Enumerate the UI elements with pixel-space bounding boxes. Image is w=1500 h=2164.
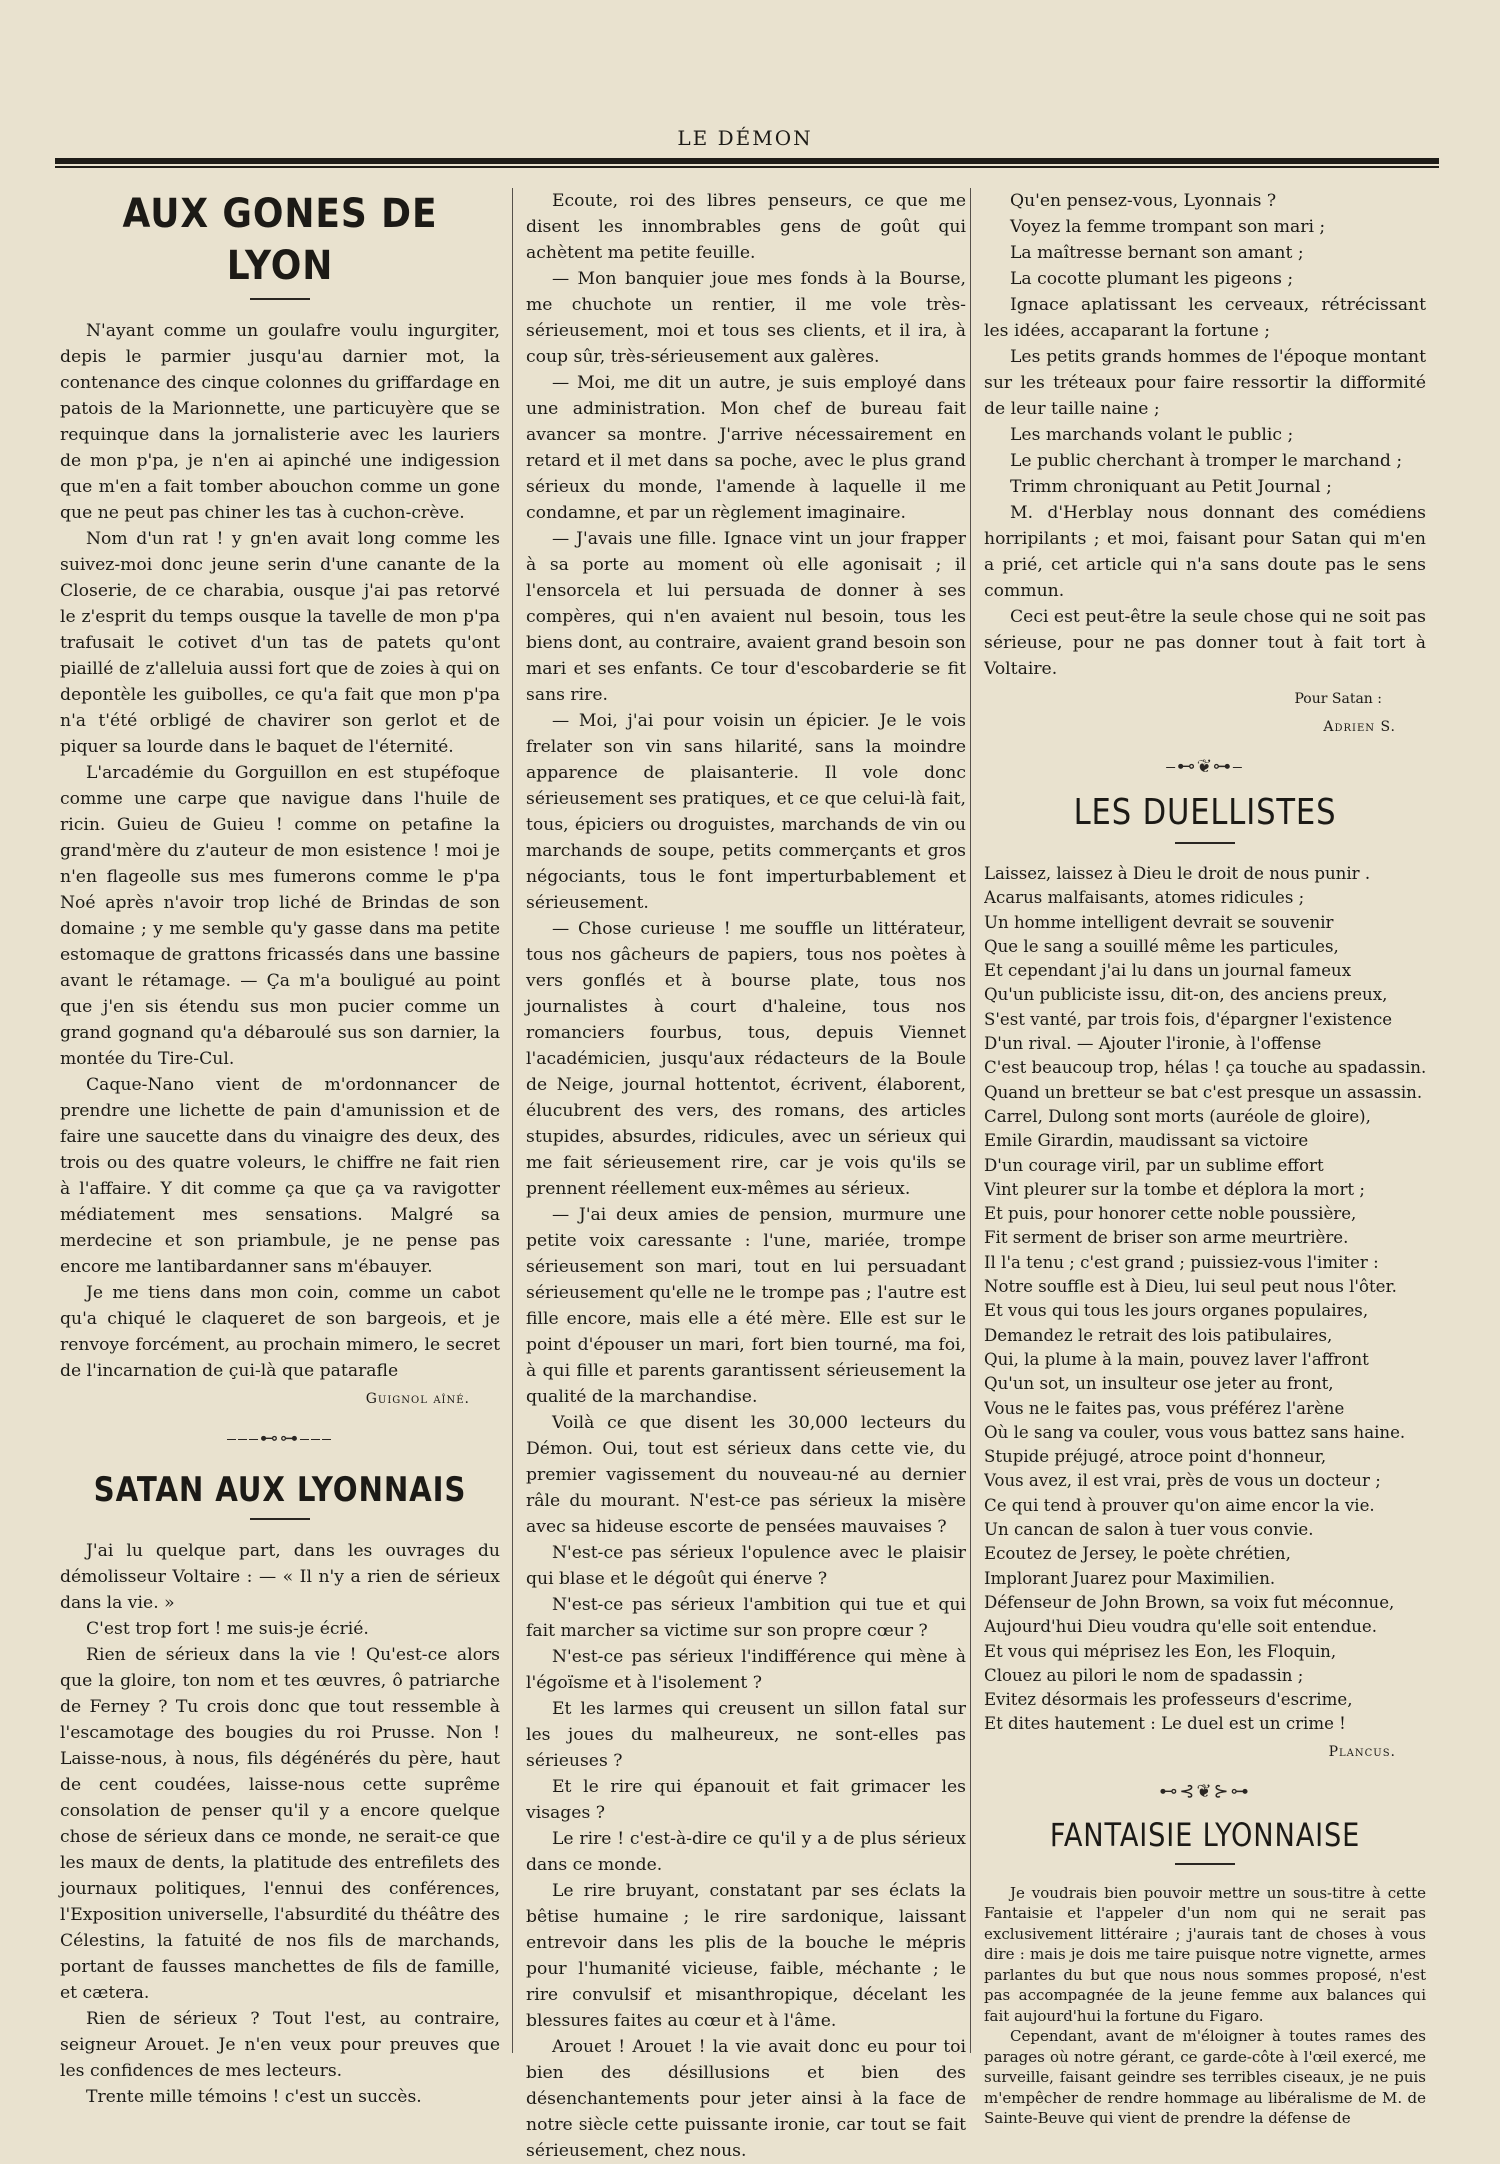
poem-line: Et vous qui méprisez les Eon, les Floquin, [984, 1641, 1337, 1661]
poem-line: Qui, la plume à la main, pouvez laver l'affront [984, 1349, 1369, 1369]
poem-line: Qu'un publiciste issu, dit-on, des anciens preux, [984, 985, 1388, 1005]
poem-line: S'est vanté, par trois fois, d'épargner l'existence [984, 1009, 1393, 1029]
poem-line: Qu'un sot, un insulteur ose jeter au front, [984, 1374, 1334, 1394]
paragraph: Le rire ! c'est-à-dire ce qu'il y a de plus sérieux dans ce monde. [526, 1829, 966, 1875]
paragraph: Nom d'un rat ! y gn'en avait long comme les suivez-moi donc jeune serin d'une canante de la Closerie, de ce charabia, ousque j'ai pas retorvé le z'esprit du temps ousque la tavelle de mon p'pa trafusait le cotivet d'un tas de patets qu'ont piaillé de z'alleluia aussi fort que de zoies à qui on depontèle les guibolles, ce qu'a fait que mon p'pa n'a t'été orbligé de chavirer son gerlot et de piquer sa lourde dans le baquet de l'éternité. [60, 529, 500, 757]
poem-line: Stupide préjugé, atroce point d'honneur, [984, 1447, 1327, 1467]
paragraph: Rien de sérieux ? Tout l'est, au contraire, seigneur Arouet. Je n'en veux pour preuves que les confidences de mes lecteurs. [60, 2009, 500, 2081]
poem-line: Et dites hautement : Le duel est un crime ! [984, 1714, 1346, 1734]
poem-line: Implorant Juarez pour Maximilien. [984, 1568, 1276, 1588]
column-1 [60, 188, 500, 2110]
ornament-divider: ⎯⎯⎯⊷⊶⎯⎯⎯ [227, 1428, 333, 1449]
paragraph: Rien de sérieux dans la vie ! Qu'est-ce alors que la gloire, ton nom et tes œuvres, ô patriarche de Ferney ? Tu crois donc que tout ressemble à l'escamotage des bougies du roi Prusse. Non ! Laisse-nous, à nous, fils dégénérés du père, haut de cent coudées, laisse-nous cette suprême consolation de penser qu'il y a encore quelque chose de sérieux dans ce monde, ne serait-ce que les maux de dents, la platitude des entrefilets des journaux politiques, l'ennui des conférences, l'Exposition universelle, l'absurdité du théâtre des Célestins, la fatuité de nos fils de marchands, portant de fausses manchettes de fils de famille, et cætera. [60, 1645, 500, 2003]
column-3 [984, 188, 1426, 2129]
paragraph: Les petits grands hommes de l'époque montant sur les tréteaux pour faire ressortir la difformité de leur taille naine ; [984, 347, 1426, 419]
signature-prefix: Pour Satan : [1294, 691, 1382, 707]
title-rule [250, 298, 310, 300]
title-rule [1175, 842, 1235, 844]
paragraph: Trente mille témoins ! c'est un succès. [86, 2087, 422, 2107]
paragraph: N'ayant comme un goulafre voulu ingurgiter, depis le parmier jusqu'au darnier mot, la contenance des cinque colonnes du griffardage en patois de la Marionnette, une particuyère que se requinque dans la jornalisterie avec les lauriers de mon p'pa, je n'en ai apinché une indigession que m'en a fait tomber abouchon comme un gone que ne peut pas chiner les tas à cuchon-crève. [60, 321, 500, 523]
article-title: FANTAISIE LYONNAISE [1049, 1815, 1361, 1854]
poem-line: Notre souffle est à Dieu, lui seul peut nous l'ôter. [984, 1277, 1397, 1297]
paragraph: N'est-ce pas sérieux l'indifférence qui mène à l'égoïsme et à l'isolement ? [526, 1647, 966, 1693]
paragraph: Voilà ce que disent les 30,000 lecteurs du Démon. Oui, tout est sérieux dans cette vie, du premier vagissement du nouveau-né au dernier râle du mourant. N'est-ce pas sérieux la misère avec sa hideuse escorte de pensées mauvaises ? [526, 1413, 966, 1537]
poem-line: Il l'a tenu ; c'est grand ; puissiez-vous l'imiter : [984, 1252, 1379, 1272]
poem-line: Que le sang a souillé même les particules, [984, 936, 1339, 956]
paragraph: Arouet ! Arouet ! la vie avait donc eu pour toi bien des désillusions et bien des désenchantements pour jeter ainsi à la face de notre siècle cette puissante ironie, car tout se fait sérieusement, chez nous. [526, 2037, 966, 2161]
poem-line: Vous avez, il est vrai, près de vous un docteur ; [984, 1471, 1381, 1491]
paragraph: J'ai lu quelque part, dans les ouvrages du démolisseur Voltaire : — « Il n'y a rien de sérieux dans la vie. » [60, 1541, 500, 1613]
paragraph: Cependant, avant de m'éloigner à toutes rames des parages où notre gérant, ce garde-côte à l'œil exercé, me surveille, faisant geindre ses terribles ciseaux, je ne puis m'empêcher de rendre hommage au libéralisme de M. de Sainte-Beuve qui vient de prendre la défense de [984, 2027, 1426, 2128]
paragraph: Et les larmes qui creusent un sillon fatal sur les joues du malheureux, ne sont-elles pas sérieuses ? [526, 1699, 966, 1771]
poem-line: Ecoutez de Jersey, le poète chrétien, [984, 1544, 1291, 1564]
masthead: LE DÉMON [677, 126, 813, 150]
column-divider [512, 188, 513, 2053]
poem [984, 862, 1426, 1737]
poem-line: Et cependant j'ai lu dans un journal fameux [984, 961, 1352, 981]
poem-line: Evitez désormais les professeurs d'escrime, [984, 1690, 1353, 1710]
signature: Adrien S. [1323, 719, 1396, 735]
paragraph: Le public cherchant à tromper le marchand ; [1010, 451, 1403, 471]
paragraph: Ecoute, roi des libres penseurs, ce que me disent les innombrables gens de goût qui achètent ma petite feuille. [526, 191, 966, 263]
poem-line: D'un courage viril, par un sublime effort [984, 1155, 1324, 1175]
small-text-block [984, 1883, 1426, 2129]
header-rule-thin [55, 166, 1439, 168]
poem-line: Laissez, laissez à Dieu le droit de nous punir . [984, 864, 1371, 883]
poem-line: Demandez le retrait des lois patibulaires, [984, 1325, 1333, 1345]
poem-line: Acarus malfaisants, atomes ridicules ; [984, 888, 1305, 908]
poem-line: Vous ne le faites pas, vous préférez l'arène [984, 1398, 1345, 1418]
paragraph: Trimm chroniquant au Petit Journal ; [1010, 477, 1332, 497]
column-2 [526, 188, 966, 2164]
ornament-divider: ⎯⊷❦⊶⎯ [1166, 756, 1244, 777]
poem-line: Aujourd'hui Dieu voudra qu'elle soit entendue. [984, 1617, 1377, 1637]
paragraph: L'arcadémie du Gorguillon en est stupéfoque comme une carpe que navigue dans l'huile de ricin. Guieu de Guieu ! comme on petafine la grand'mère du z'auteur de mon esistence ! moi je n'en flageolle sus mes fumerons comme le p'pa Noé après n'avoir trop liché de Brindas de son domaine ; y me semble qu'y gasse dans ma petite estomaque de grattons fricassés dans une bassine avant le rétamage. — Ça m'a bouligué au point que j'en sis étendu sus mon pucier comme un grand gognand qu'a débaroulé sus son darnier, la montée du Tire-Cul. [60, 763, 500, 1069]
poem-line: Vint pleurer sur la tombe et déplora la mort ; [984, 1179, 1365, 1199]
poem-line: Où le sang va couler, vous vous battez sans haine. [984, 1422, 1406, 1442]
poem-line: Fit serment de briser son arme meurtrière. [984, 1228, 1349, 1248]
paragraph: M. d'Herblay nous donnant des comédiens horripilants ; et moi, faisant pour Satan qui m'en a prié, cet article qui n'a sans doute pas le sens commun. [984, 503, 1426, 601]
column-divider [970, 188, 971, 2053]
poem-line: Emile Girardin, maudissant sa victoire [984, 1131, 1309, 1151]
paragraph: Le rire bruyant, constatant par ses éclats la bêtise humaine ; le rire sardonique, laissant entrevoir dans les plis de la bouche le mépris pour l'humanité vicieuse, faible, méchante ; le rire convulsif et misanthropique, décelant les blessures faites au cœur et à l'âme. [526, 1881, 966, 2031]
header-rule-heavy [55, 158, 1439, 164]
poem-line: D'un rival. — Ajouter l'ironie, à l'offense [984, 1034, 1322, 1054]
poem-line: Et vous qui tous les jours organes populaires, [984, 1301, 1369, 1321]
paragraph: — J'ai deux amies de pension, murmure une petite voix caressante : l'une, mariée, trompe sérieusement son mari, tout en lui persuadant sérieusement qu'elle ne le trompe pas ; l'autre est fille encore, mais elle a été mère. Elle est sur le point d'épouser un mari, fort bien tourné, ma foi, à qui fille et parents garantissent sérieusement la qualité de la marchandise. [526, 1205, 966, 1407]
paragraph: — Moi, me dit un autre, je suis employé dans une administration. Mon chef de bureau fait avancer sa montre. J'arrive nécessairement en retard et il met dans sa poche, avec le plus grand sérieux du monde, l'amende à laquelle il me condamne, et par un règlement imaginaire. [526, 373, 966, 523]
paragraph: Ignace aplatissant les cerveaux, rétrécissant les idées, accaparant la fortune ; [984, 295, 1426, 341]
poem-line: Un homme intelligent devrait se souvenir [984, 912, 1334, 932]
paragraph: Et le rire qui épanouit et fait grimacer les visages ? [526, 1777, 966, 1823]
paragraph: Caque-Nano vient de m'ordonnancer de prendre une lichette de pain d'amunission et de faire une saucette dans du vinaigre des deux, des trois ou des quatre voleurs, le chiffre ne fait rien à l'affaire. Y dit comme ça que ça va ravigotter médiatement mes sensations. Malgré sa merdecine et son priambule, je ne pense pas encore me lantibardanner sans m'ébauyer. [60, 1075, 500, 1277]
poem-line: Clouez au pilori le nom de spadassin ; [984, 1665, 1304, 1685]
article-title: SATAN AUX LYONNAIS [93, 1470, 467, 1510]
paragraph: — J'avais une fille. Ignace vint un jour frapper à sa porte au moment où elle agonisait ; il l'ensorcela et lui persuada de donner à ses compères, qui n'en avaient nul besoin, tous les biens dont, au contraire, avaient grand besoin son mari et ses enfants. Ce tour d'escobarderie se fit sans rire. [526, 529, 966, 705]
poem-title: LES DUELLISTES [1073, 792, 1337, 833]
signature: Guignol aîné. [365, 1391, 470, 1407]
poem-line: Ce qui tend à prouver qu'on aime encor la vie. [984, 1495, 1375, 1515]
poem-line: Quand un bretteur se bat c'est presque un assassin. [984, 1082, 1423, 1102]
paragraph: Qu'en pensez-vous, Lyonnais ? [1010, 191, 1277, 211]
paragraph: N'est-ce pas sérieux l'opulence avec le plaisir qui blase et le dégoût qui énerve ? [526, 1543, 966, 1589]
paragraph: — Moi, j'ai pour voisin un épicier. Je le vois frelater son vin sans hilarité, sans la moindre apparence de plaisanterie. Il vole donc sérieusement ses pratiques, et ce que celui-là fait, tous, épiciers ou droguistes, marchands de vin ou marchands de soupe, petits commerçants et gros négociants, tous le font imperturbablement et sérieusement. [526, 711, 966, 913]
article-title: AUX GONES DE LYON [122, 191, 438, 289]
paragraph: Je me tiens dans mon coin, comme un cabot qu'a chiqué le claqueret de son bargeois, et je renvoye forcément, au prochain mimero, le secret de l'incarnation de çui-là que patarafle [60, 1283, 500, 1381]
poem-line: C'est beaucoup trop, hélas ! ça touche au spadassin. [984, 1058, 1426, 1078]
paragraph: Les marchands volant le public ; [1010, 425, 1294, 445]
ornament-divider: ⊷⊰❦⊱⊶ [1159, 1780, 1251, 1802]
poem-line: Carrel, Dulong sont morts (auréole de gloire), [984, 1106, 1371, 1126]
title-rule [250, 1518, 310, 1520]
title-rule [1175, 1863, 1235, 1865]
paragraph: N'est-ce pas sérieux l'ambition qui tue et qui fait marcher sa victime sur son propre cœur ? [526, 1595, 966, 1641]
paragraph: La cocotte plumant les pigeons ; [1010, 269, 1294, 289]
signature: Plancus. [1328, 1743, 1396, 1760]
poem-line: Un cancan de salon à tuer vous convie. [984, 1520, 1314, 1540]
paragraph: La maîtresse bernant son amant ; [1010, 243, 1304, 263]
paragraph: Voyez la femme trompant son mari ; [1010, 217, 1326, 237]
paragraph: Ceci est peut-être la seule chose qui ne soit pas sérieuse, pour ne pas donner tout à fait tort à Voltaire. [984, 607, 1426, 679]
paragraph: — Chose curieuse ! me souffle un littérateur, tous nos gâcheurs de papiers, tous nos poètes à vers gonflés et à bourse plate, tous nos journalistes à court d'haleine, tous nos romanciers fourbus, tous, depuis Viennet l'académicien, jusqu'aux rédacteurs de la Boule de Neige, journal hottentot, écrivent, élaborent, élucubrent des vers, des romans, des articles stupides, absurdes, ridicules, avec un sérieux qui me fait sérieusement rire, car je vois qu'ils se prennent réellement eux-mêmes au sérieux. [526, 919, 966, 1199]
paragraph: — Mon banquier joue mes fonds à la Bourse, me chuchote un rentier, il me vole très-sérieusement, moi et tous ses clients, et il ira, à coup sûr, très-sérieusement aux galères. [526, 269, 966, 367]
poem-line: Et puis, pour honorer cette noble poussière, [984, 1204, 1357, 1224]
paragraph: C'est trop fort ! me suis-je écrié. [86, 1619, 369, 1639]
poem-line: Défenseur de John Brown, sa voix fut méconnue, [984, 1592, 1395, 1612]
paragraph: Je voudrais bien pouvoir mettre un sous-titre à cette Fantaisie et l'appeler d'un nom qui ne serait pas exclusivement littéraire ; j'aurais tant de choses à vous dire : mais je dois me taire puisque notre vignette, armes parlantes du but que nous nous sommes proposé, n'est pas accompagnée de la jeune femme aux balances qui fait aujourd'hui la fortune du Figaro. [984, 1883, 1426, 2025]
